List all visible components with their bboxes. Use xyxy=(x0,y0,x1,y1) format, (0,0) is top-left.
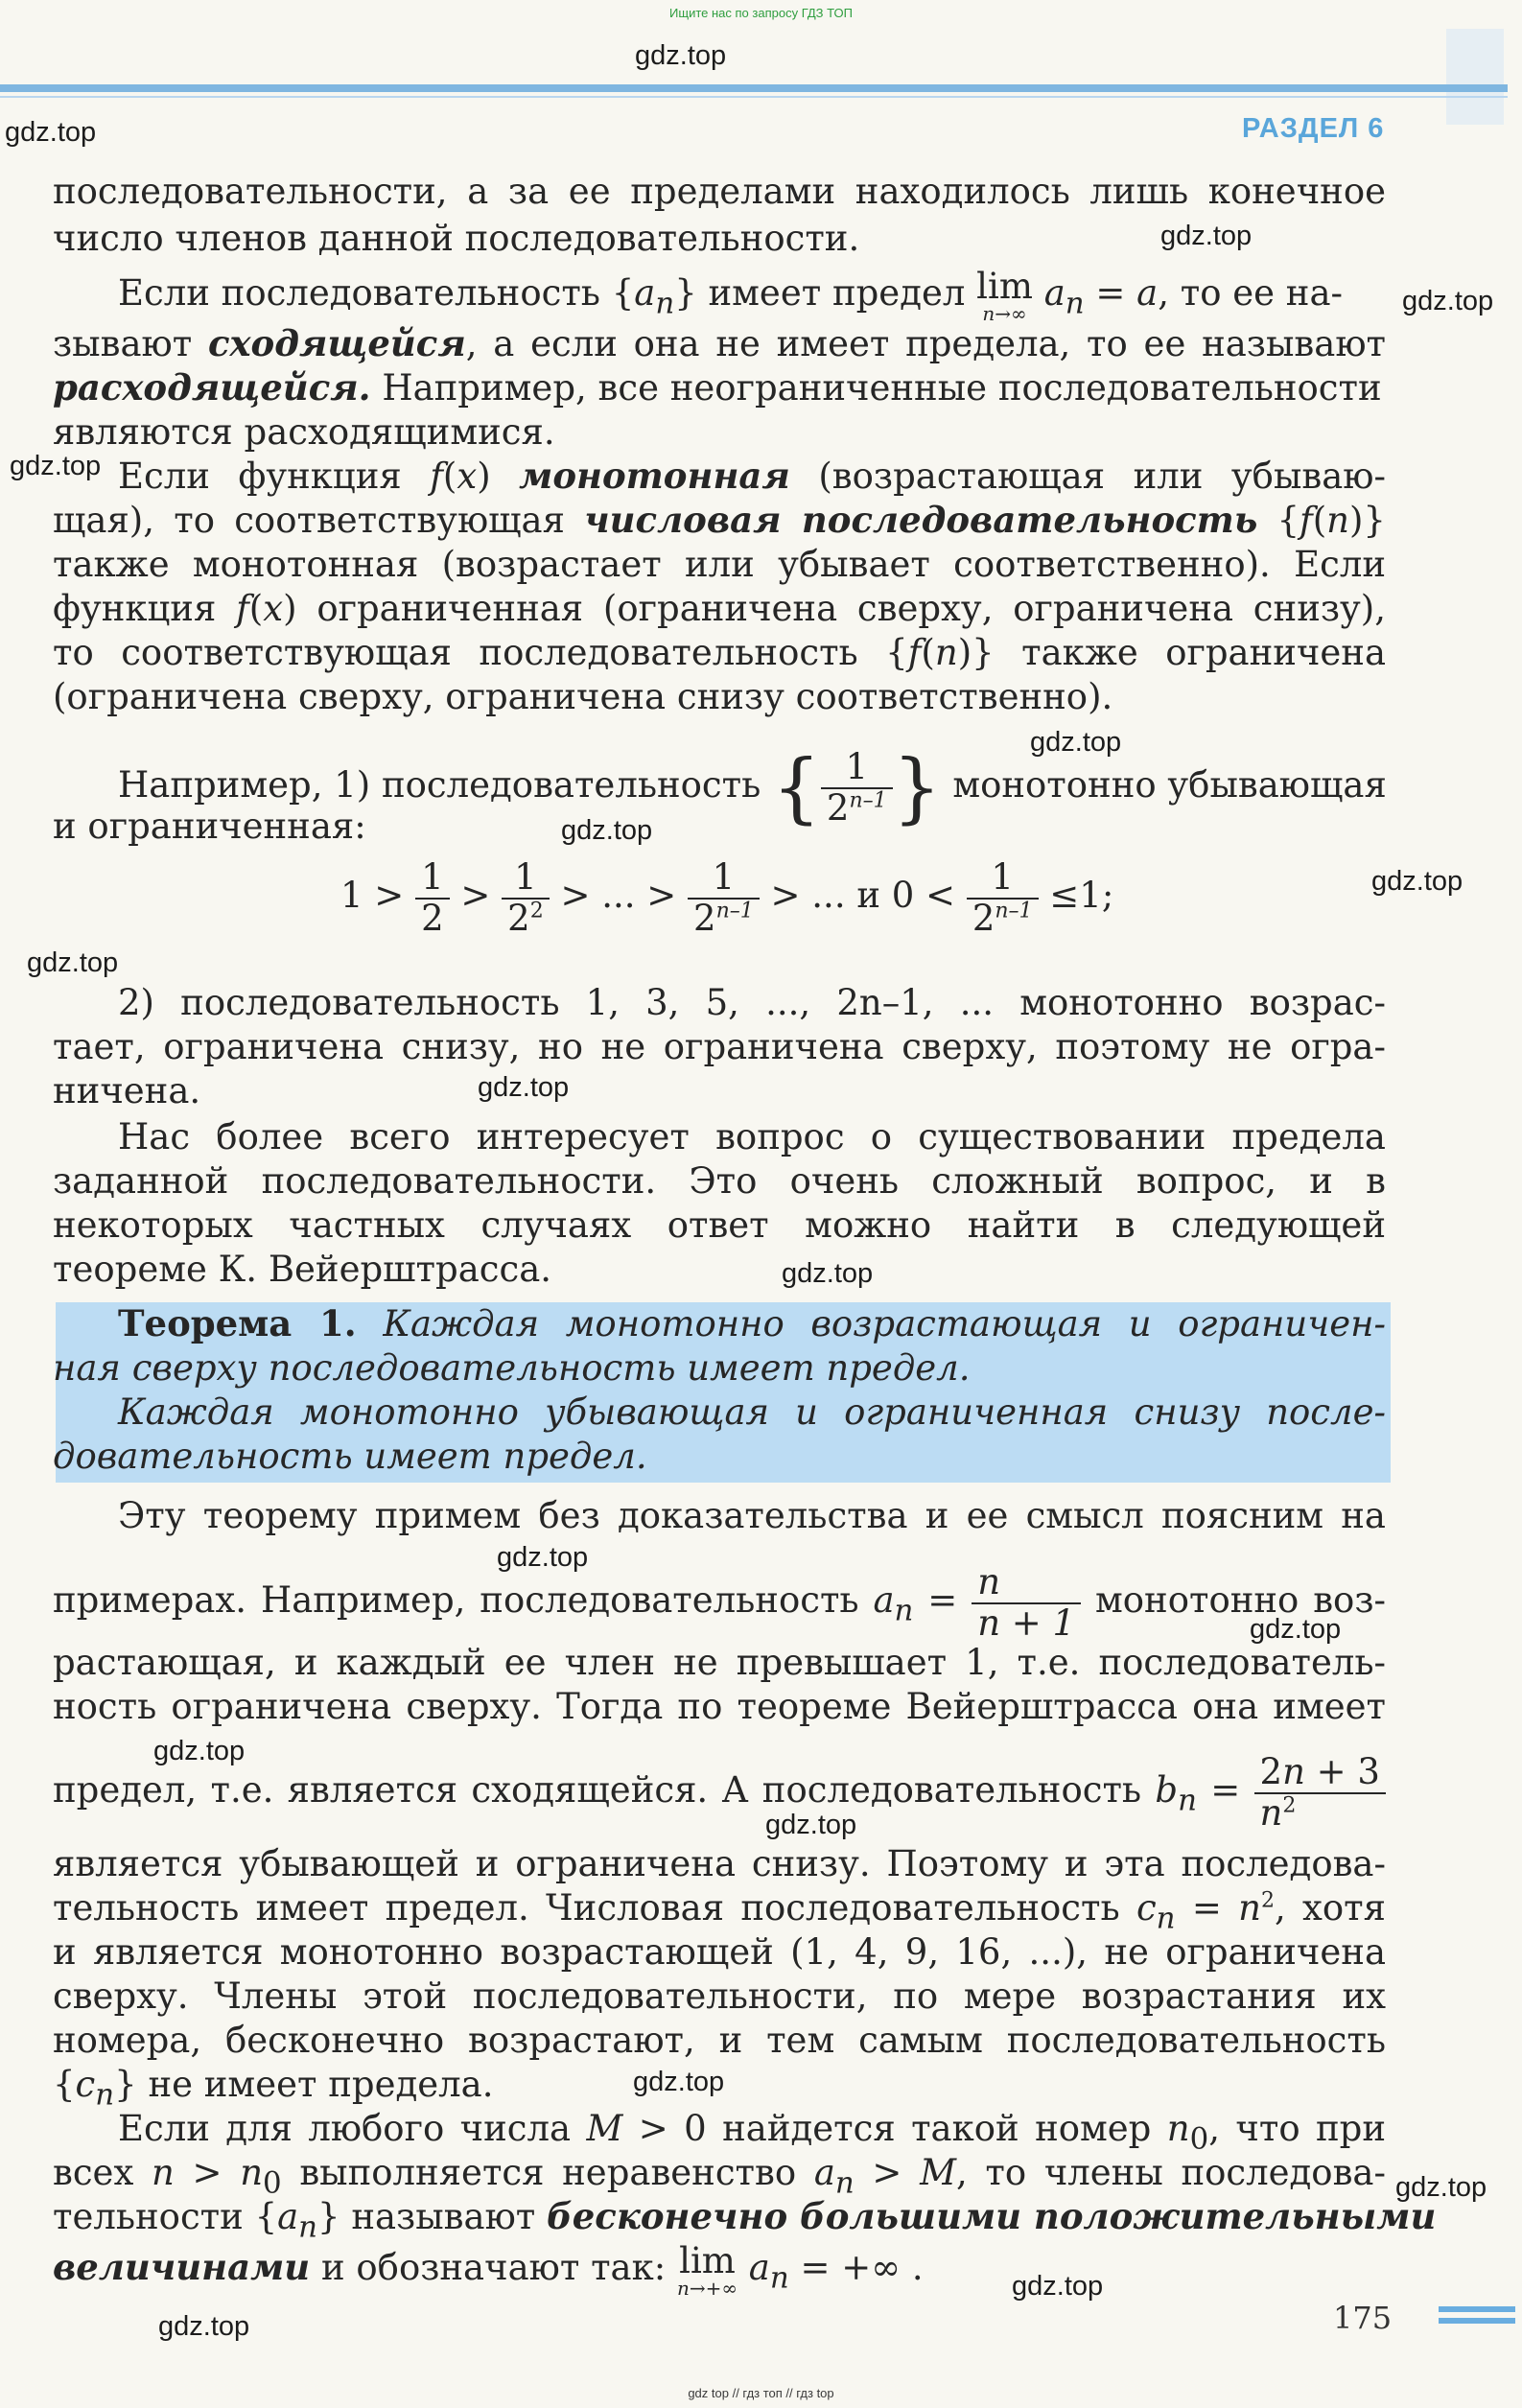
text-line: Эту теорему примем без доказательства и ее смысл поясним на xyxy=(118,1495,1386,1536)
watermark: gdz.top xyxy=(1395,2172,1487,2203)
page-number: 175 xyxy=(1333,2300,1393,2336)
text-line: заданной последовательности. Это очень сложный вопрос, и в xyxy=(53,1160,1386,1202)
watermark: gdz.top xyxy=(635,40,727,71)
footer-bars xyxy=(1439,2306,1515,2329)
inequality-formula: 1 > $\frac{1}{2}$ > $\frac{1}{2^2}$ > ... > $\frac{1}{2^{n-1}}$ > ... и 0 < $\frac{1}{2^{n-1}}$ ≤1; xyxy=(340,856,1114,939)
text-line: $\{c_n\}$ не имеет предела. xyxy=(53,2064,494,2113)
watermark: gdz.top xyxy=(782,1258,874,1289)
text-line: (ограничена сверху, ограничена снизу соответственно). xyxy=(53,676,1113,717)
corner-decoration xyxy=(1446,29,1504,125)
text-line: величинами и обозначают так: lim n→+∞ $a_n$ = +∞ . xyxy=(53,2240,924,2300)
watermark: gdz.top xyxy=(1012,2271,1104,2302)
text-line: являются расходящимися. xyxy=(53,411,555,453)
text-line: число членов данной последовательности. xyxy=(53,218,860,259)
header-bar-thin xyxy=(0,96,1508,98)
header-bar xyxy=(0,84,1508,92)
limit-expression: lim n→∞ xyxy=(976,266,1033,325)
text-line: тельности $\{a_n\}$ называют бесконечно большими положительными xyxy=(53,2195,1437,2245)
text-line: и является монотонно возрастающей (1, 4, 9, 16, ...), не ограничена xyxy=(53,1931,1386,1973)
watermark: gdz.top xyxy=(5,117,97,148)
text-line: то соответствующая последовательность {f(n)} также ограничена xyxy=(53,632,1387,673)
limit-expression: lim n→+∞ xyxy=(676,2240,738,2300)
text-line: Нас более всего интересует вопрос о существовании предела xyxy=(118,1116,1386,1157)
watermark: gdz.top xyxy=(1250,1614,1342,1645)
text-line: ность ограничена сверху. Тогда по теореме Вейерштрасса она имеет xyxy=(53,1686,1386,1727)
text-line: Например, 1) последовательность { $\frac{1}{2^{n-1}}$ } монотонно убывающая xyxy=(118,742,1387,832)
theorem-line: довательность имеет предел. xyxy=(53,1436,647,1477)
text-line: Если функция f(x) монотонная (возрастающая или убываю- xyxy=(118,455,1386,497)
watermark: gdz.top xyxy=(633,2067,725,2097)
theorem-line: Теорема 1. Каждая монотонно возрастающая и ограничен- xyxy=(118,1302,1386,1344)
section-label: РАЗДЕЛ 6 xyxy=(1242,113,1385,144)
text-line: тельность имеет предел. Числовая последовательность $c_n = n^2$, хотя xyxy=(53,1887,1386,1936)
watermark: gdz.top xyxy=(158,2311,250,2342)
text-line: Если последовательность $\{a_n\}$ имеет предел lim n→∞ $a_n = a$, то ее на- xyxy=(118,266,1344,325)
text-line: щая), то соответствующая числовая последовательность {f(n)} xyxy=(53,499,1386,541)
watermark: gdz.top xyxy=(10,451,102,481)
watermark: gdz.top xyxy=(27,947,119,978)
theorem-line: Каждая монотонно убывающая и ограниченная снизу после- xyxy=(118,1391,1386,1433)
watermark: gdz.top xyxy=(1371,866,1463,897)
top-note: Ищите нас по запросу ГДЗ ТОП xyxy=(669,6,853,20)
text-line: является убывающей и ограничена снизу. Поэтому и эта последова- xyxy=(53,1843,1386,1884)
text-line: последовательности, а за ее пределами находилось лишь конечное xyxy=(53,171,1386,212)
watermark: gdz.top xyxy=(765,1810,857,1840)
text-line: растающая, и каждый ее член не превышает 1, т.е. последователь- xyxy=(53,1642,1386,1683)
text-line: всех $n > n_0$ выполняется неравенство $a_n > M$, то члены последова- xyxy=(53,2152,1386,2201)
text-line: тает, ограничена снизу, но не ограничена сверху, поэтому не огра- xyxy=(53,1026,1386,1067)
text-line: также монотонная (возрастает или убывает соответственно). Если xyxy=(53,544,1386,585)
theorem-line: ная сверху последовательность имеет предел. xyxy=(53,1347,971,1389)
text-line: Если для любого числа M > 0 найдется такой номер $n_0$, что при xyxy=(118,2108,1387,2157)
watermark: gdz.top xyxy=(478,1072,570,1103)
text-line: номера, бесконечно возрастают, и тем самым последовательность xyxy=(53,2020,1386,2061)
text-line: предел, т.е. является сходящейся. А последовательность $b_n$ = $\frac{2n + 3}{n^2}$ xyxy=(53,1753,1386,1833)
text-line: сверху. Члены этой последовательности, по мере возрастания их xyxy=(53,1975,1386,2017)
watermark: gdz.top xyxy=(153,1736,246,1766)
text-line: и ограниченная: xyxy=(53,806,366,847)
watermark: gdz.top xyxy=(561,815,653,846)
watermark: gdz.top xyxy=(1030,727,1122,758)
text-line: некоторых частных случаях ответ можно найти в следующей xyxy=(53,1204,1386,1246)
text-line: примерах. Например, последовательность $a_n$ = $\frac{n}{n + 1}$ монотонно воз- xyxy=(53,1561,1386,1644)
watermark: gdz.top xyxy=(497,1542,589,1573)
watermark: gdz.top xyxy=(1402,286,1494,316)
text-line: ничена. xyxy=(53,1070,201,1111)
text-line: теореме К. Вейерштрасса. xyxy=(53,1249,552,1290)
text-line: зывают сходящейся, а если она не имеет предела, то ее называют xyxy=(53,322,1386,364)
bottom-note: gdz top // гдз топ // гдз top xyxy=(688,2386,834,2400)
watermark: gdz.top xyxy=(1160,221,1253,251)
text-line: расходящейся. Например, все неограниченные последовательности xyxy=(53,366,1382,409)
text-line: функция f(x) ограниченная (ограничена сверху, ограничена снизу), xyxy=(53,588,1386,629)
text-line: 2) последовательность 1, 3, 5, ..., 2n–1, ... монотонно возрас- xyxy=(118,982,1386,1023)
fraction: $\frac{1}{2^{n-1}}$ xyxy=(821,748,893,828)
